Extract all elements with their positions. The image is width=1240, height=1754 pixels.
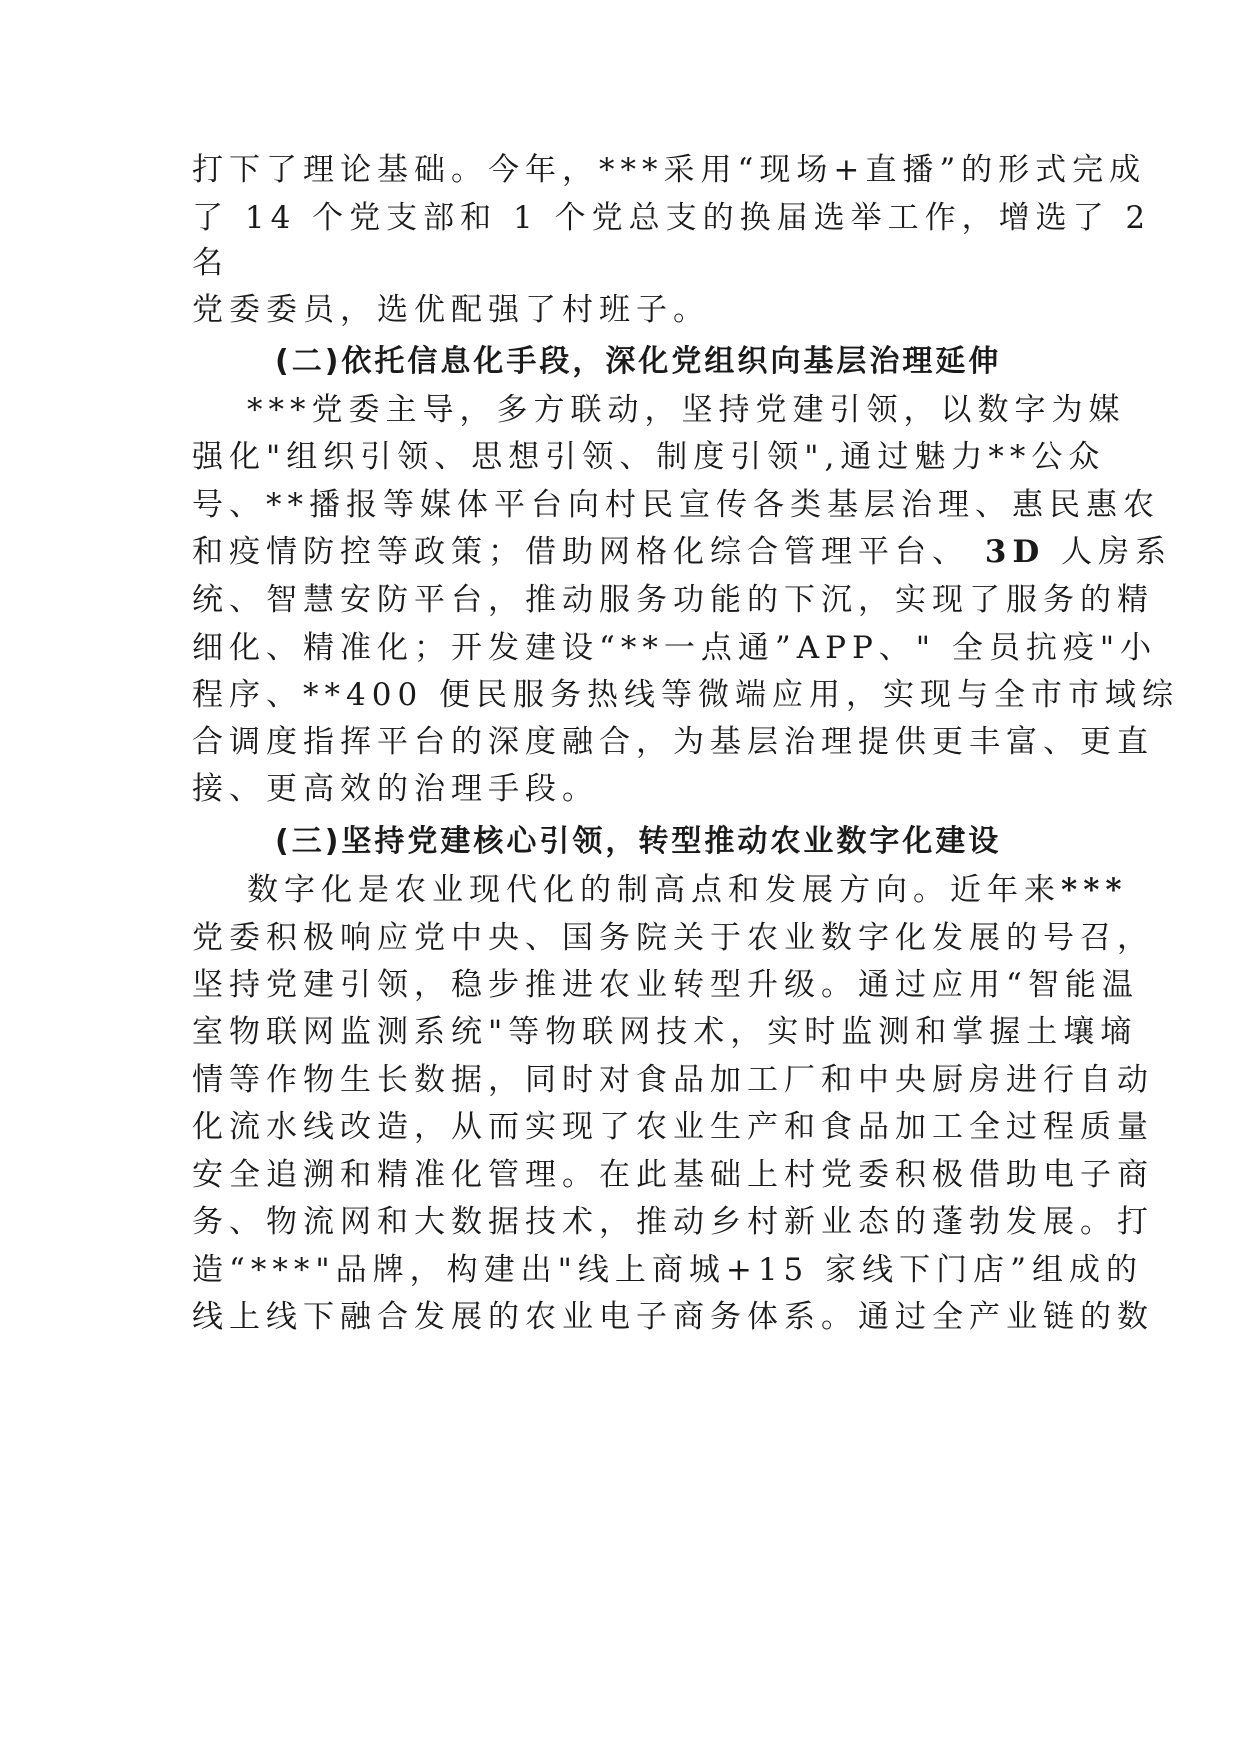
paragraph-line: 情等作物生长数据，同时对食品加工厂和中央厨房进行自动 (192, 1062, 1154, 1098)
paragraph-line: 号、**播报等媒体平台向村民宣传各类基层治理、惠民惠农 (192, 487, 1160, 523)
text-run-bold: *** (1061, 872, 1128, 908)
section-heading-3: (三)坚持党建核心引领，转型推动农业数字化建设 (275, 824, 1002, 859)
paragraph-line: 安全追溯和精准化管理。在此基础上村党委积极借助电子商 (192, 1157, 1154, 1193)
text-run: 和疫情防控等政策；借助网格化综合管理平台、 (192, 534, 985, 570)
text-run: 人房系 (1045, 534, 1173, 570)
paragraph-line: 强化"组织引领、思想引领、制度引领",通过魅力**公众 (192, 439, 1106, 475)
paragraph-line: 党委积极响应党中央、国务院关于农业数字化发展的号召， (192, 920, 1154, 956)
paragraph-line: 打下了理论基础。今年，***采用“现场+直播”的形式完成 (192, 152, 1147, 188)
text-run-bold: 3D (984, 534, 1046, 570)
paragraph-line: 程序、**400 便民服务热线等微端应用，实现与全市市域综 (192, 677, 1180, 713)
text-run: 数字化是农业现代化的制高点和发展方向。近年来 (247, 872, 1061, 908)
paragraph-line: 造“***"品牌，构建出"线上商城+15 家线下门店”组成的 (192, 1252, 1143, 1288)
paragraph-line: 线上线下融合发展的农业电子商务体系。通过全产业链的数 (192, 1299, 1154, 1335)
paragraph-line: 党委委员，选优配强了村班子。 (192, 292, 710, 328)
paragraph-line: ***党委主导，多方联动，坚持党建引领，以数字为媒 (247, 392, 1126, 428)
paragraph-line (192, 532, 1173, 572)
paragraph-line: 接、更高效的治理手段。 (192, 771, 599, 807)
paragraph-line (247, 870, 1128, 910)
paragraph-line: 务、物流网和大数据技术，推动乡村新业态的蓬勃发展。打 (192, 1204, 1154, 1240)
paragraph-line: 坚持党建引领，稳步推进农业转型升级。通过应用“智能温 (192, 967, 1139, 1003)
paragraph-line: 化流水线改造，从而实现了农业生产和食品加工全过程质量 (192, 1109, 1154, 1145)
paragraph-line: 统、智慧安防平台，推动服务功能的下沉，实现了服务的精 (192, 582, 1154, 618)
paragraph-line: 合调度指挥平台的深度融合，为基层治理提供更丰富、更直 (192, 724, 1154, 760)
paragraph-line: 室物联网监测系统"等物联网技术，实时监测和掌握土壤墒 (192, 1014, 1138, 1050)
paragraph-line: 细化、精准化；开发建设“**一点通”APP、" 全员抗疫"小 (192, 630, 1158, 666)
paragraph-line: 名 (192, 245, 229, 281)
paragraph-line: 了 14 个党支部和 1 个党总支的换届选举工作，增选了 2 (192, 200, 1152, 236)
section-heading-2: (二)依托信息化手段，深化党组织向基层治理延伸 (275, 344, 1002, 379)
